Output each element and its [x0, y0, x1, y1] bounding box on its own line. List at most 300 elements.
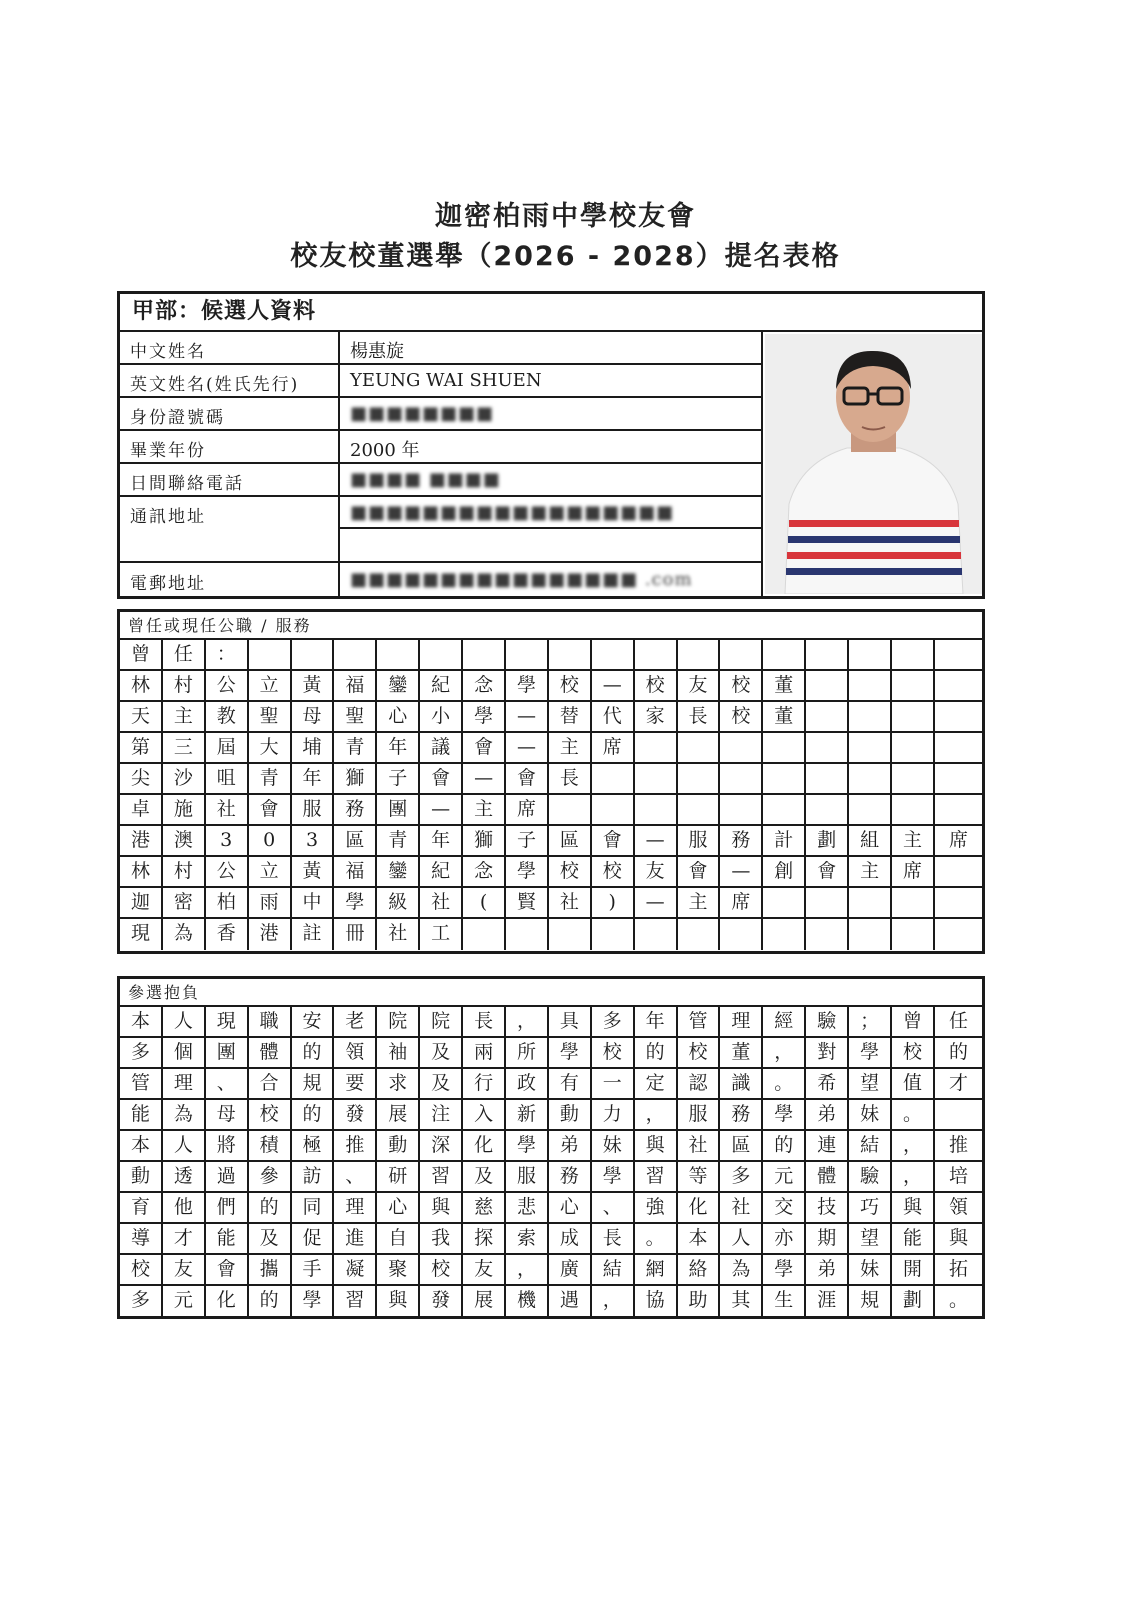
service-char-cell: 社 — [206, 795, 249, 824]
field-value-email[interactable]: ■■■■■■■■■■■■■■■■ .com — [350, 569, 693, 590]
service-char-cell: 村 — [163, 671, 206, 700]
platform-char-cell: 領 — [948, 1196, 968, 1218]
field-value-address[interactable]: ■■■■■■■■■■■■■■■■■■ — [350, 502, 675, 523]
service-char-cell: 公 — [206, 671, 249, 700]
platform-row — [120, 1100, 982, 1131]
service-char-cell: 0 — [249, 826, 292, 855]
field-label: 身份證號碼 — [130, 408, 225, 428]
service-char-cell — [420, 640, 463, 669]
service-char-cell: 計 — [763, 826, 806, 855]
service-char-cell: 服 — [678, 826, 721, 855]
platform-char-cell: 才 — [163, 1224, 206, 1253]
service-char-cell: 席 — [506, 795, 549, 824]
service-char-cell — [806, 640, 849, 669]
service-char-cell — [678, 640, 721, 669]
platform-char-cell: 機 — [506, 1286, 549, 1317]
platform-char-cell: 多 — [120, 1286, 163, 1317]
platform-char-cell: 本 — [120, 1131, 163, 1160]
service-row — [120, 826, 982, 857]
platform-char-cell: 年 — [635, 1007, 678, 1036]
service-char-cell — [935, 888, 982, 917]
service-row — [120, 702, 982, 733]
service-char-cell: 任 — [163, 640, 206, 669]
platform-char-cell: 管 — [120, 1069, 163, 1098]
field-label: 日間聯絡電話 — [130, 474, 244, 494]
service-char-cell: — — [420, 795, 463, 824]
field-row-chinese-name — [120, 332, 761, 365]
platform-char-cell: 結 — [849, 1131, 892, 1160]
platform-char-cell: 與 — [420, 1193, 463, 1222]
service-char-cell: 友 — [678, 671, 721, 700]
service-char-cell — [678, 733, 721, 762]
service-char-cell: 屆 — [206, 733, 249, 762]
platform-char-cell: 校 — [678, 1038, 721, 1067]
platform-char-cell: ， — [592, 1286, 635, 1317]
platform-char-cell: 體 — [249, 1038, 292, 1067]
platform-char-cell: 理 — [334, 1193, 377, 1222]
service-char-cell: 母 — [292, 702, 335, 731]
platform-char-cell: 董 — [720, 1038, 763, 1067]
service-char-cell — [806, 919, 849, 950]
service-char-cell: 區 — [549, 826, 592, 855]
service-char-cell: 子 — [506, 826, 549, 855]
service-char-cell: — — [463, 764, 506, 793]
service-char-cell: 曾 — [120, 640, 163, 669]
service-char-cell: 福 — [334, 857, 377, 886]
service-char-cell: — — [506, 733, 549, 762]
platform-row — [120, 1069, 982, 1100]
service-char-cell — [720, 919, 763, 950]
service-char-cell — [806, 764, 849, 793]
platform-char-cell: 政 — [506, 1069, 549, 1098]
service-row — [120, 733, 982, 764]
service-char-cell: — — [635, 826, 678, 855]
platform-char-cell: 深 — [420, 1131, 463, 1160]
platform-char-cell: 技 — [806, 1193, 849, 1222]
service-char-cell: 青 — [334, 733, 377, 762]
platform-char-cell: 一 — [592, 1069, 635, 1098]
service-char-cell — [849, 733, 892, 762]
service-char-cell — [763, 640, 806, 669]
service-char-cell — [635, 795, 678, 824]
platform-char-cell: 的 — [948, 1041, 968, 1063]
service-char-cell: 密 — [163, 888, 206, 917]
service-char-cell — [763, 795, 806, 824]
platform-char-cell: 其 — [720, 1286, 763, 1317]
platform-char-cell: 及 — [463, 1162, 506, 1191]
service-char-cell: — — [720, 857, 763, 886]
platform-char-cell: 驗 — [806, 1007, 849, 1036]
service-char-cell — [806, 702, 849, 731]
service-char-cell: 席 — [592, 733, 635, 762]
platform-char-cell: 為 — [720, 1255, 763, 1284]
service-row — [120, 919, 982, 950]
platform-char-cell: 本 — [120, 1007, 163, 1036]
platform-row — [120, 1255, 982, 1286]
platform-char-cell: 訪 — [292, 1162, 335, 1191]
field-value-phone[interactable]: ■■■■ ■■■■ — [350, 469, 501, 490]
service-char-cell — [292, 640, 335, 669]
platform-char-cell: 妹 — [592, 1131, 635, 1160]
platform-char-cell: 領 — [334, 1038, 377, 1067]
service-char-cell: 組 — [849, 826, 892, 855]
platform-char-cell: 能 — [206, 1224, 249, 1253]
service-char-cell — [635, 733, 678, 762]
field-row-id-number — [120, 398, 761, 431]
platform-char-cell: 育 — [120, 1193, 163, 1222]
service-char-cell — [849, 764, 892, 793]
field-label: 通訊地址 — [130, 507, 206, 527]
platform-char-cell: 我 — [420, 1224, 463, 1253]
platform-char-cell: 團 — [206, 1038, 249, 1067]
service-char-cell — [377, 640, 420, 669]
service-char-cell: 青 — [377, 826, 420, 855]
service-char-cell: 青 — [249, 764, 292, 793]
service-char-cell: 校 — [592, 857, 635, 886]
service-char-cell: 年 — [420, 826, 463, 855]
service-char-cell: 會 — [249, 795, 292, 824]
platform-char-cell: 展 — [463, 1286, 506, 1317]
service-char-cell — [720, 795, 763, 824]
platform-char-cell: 具 — [549, 1007, 592, 1036]
field-value-english-name[interactable]: YEUNG WAI SHUEN — [350, 370, 542, 391]
service-char-cell: 董 — [763, 702, 806, 731]
service-char-cell: 念 — [463, 857, 506, 886]
platform-char-cell: 安 — [292, 1007, 335, 1036]
service-char-cell — [806, 795, 849, 824]
service-char-cell: 代 — [592, 702, 635, 731]
service-char-cell: 社 — [549, 888, 592, 917]
service-char-cell: 獅 — [463, 826, 506, 855]
field-value-id-number[interactable]: ■■■■■■■■ — [350, 403, 495, 424]
service-char-cell: ： — [206, 640, 249, 669]
candidate-photo — [765, 334, 982, 594]
service-char-cell — [678, 764, 721, 793]
service-char-cell: 黃 — [292, 857, 335, 886]
service-char-cell: 學 — [506, 671, 549, 700]
platform-row — [120, 1007, 982, 1038]
service-char-cell — [763, 764, 806, 793]
service-char-cell: 紀 — [420, 857, 463, 886]
platform-char-cell: 推 — [334, 1131, 377, 1160]
service-char-cell: 學 — [463, 702, 506, 731]
service-char-cell — [334, 640, 377, 669]
platform-char-cell: 將 — [206, 1131, 249, 1160]
platform-char-cell — [935, 1100, 982, 1129]
platform-char-cell: 協 — [635, 1286, 678, 1317]
service-char-cell: 校 — [635, 671, 678, 700]
service-char-cell — [720, 764, 763, 793]
service-char-cell: ) — [592, 888, 635, 917]
field-value-graduation-year[interactable]: 2000 年 — [350, 440, 420, 461]
service-char-cell: 小 — [420, 702, 463, 731]
service-char-cell: 議 — [420, 733, 463, 762]
platform-char-cell: 規 — [849, 1286, 892, 1317]
platform-char-cell: 導 — [120, 1224, 163, 1253]
platform-char-cell: ， — [892, 1162, 935, 1191]
platform-char-cell: 區 — [720, 1131, 763, 1160]
service-char-cell: 念 — [463, 671, 506, 700]
platform-char-cell: 凝 — [334, 1255, 377, 1284]
address-line-divider — [338, 527, 761, 529]
platform-char-cell: 動 — [120, 1162, 163, 1191]
platform-char-cell: 學 — [849, 1038, 892, 1067]
section-heading-part-a: 甲部：候選人資料 — [120, 294, 982, 332]
platform-char-cell: ， — [892, 1131, 935, 1160]
platform-char-cell: 。 — [763, 1069, 806, 1098]
platform-char-cell: 極 — [292, 1131, 335, 1160]
service-char-cell: 3 — [292, 826, 335, 855]
service-char-cell: 林 — [120, 857, 163, 886]
platform-char-cell: 成 — [549, 1224, 592, 1253]
service-char-cell: — — [635, 888, 678, 917]
platform-char-cell: 他 — [163, 1193, 206, 1222]
platform-char-cell: 劃 — [892, 1286, 935, 1317]
platform-char-cell: 絡 — [678, 1255, 721, 1284]
service-char-cell: 公 — [206, 857, 249, 886]
service-char-cell: 會 — [592, 826, 635, 855]
service-char-cell — [892, 919, 935, 950]
platform-char-cell: 弟 — [806, 1100, 849, 1129]
platform-char-cell: 網 — [635, 1255, 678, 1284]
platform-char-cell: 的 — [249, 1193, 292, 1222]
platform-char-cell: 元 — [163, 1286, 206, 1317]
platform-char-cell: 弟 — [806, 1255, 849, 1284]
service-char-cell: 長 — [549, 764, 592, 793]
platform-char-cell: 為 — [163, 1100, 206, 1129]
service-char-cell: 會 — [678, 857, 721, 886]
platform-char-cell: 的 — [292, 1100, 335, 1129]
field-label: 英文姓名(姓氏先行) — [130, 375, 300, 395]
service-char-cell: 立 — [249, 671, 292, 700]
service-char-cell: 獅 — [334, 764, 377, 793]
service-char-cell: 校 — [549, 857, 592, 886]
platform-char-cell: 會 — [206, 1255, 249, 1284]
service-char-cell — [806, 733, 849, 762]
service-char-cell — [763, 919, 806, 950]
service-char-cell: 席 — [948, 829, 968, 851]
service-char-cell: 施 — [163, 795, 206, 824]
platform-char-cell: 合 — [249, 1069, 292, 1098]
service-char-cell — [592, 640, 635, 669]
service-char-cell: 年 — [292, 764, 335, 793]
platform-char-cell: 友 — [463, 1255, 506, 1284]
platform-char-cell: 動 — [549, 1100, 592, 1129]
service-char-cell: 友 — [635, 857, 678, 886]
service-char-cell: 林 — [120, 671, 163, 700]
service-char-cell: — — [506, 702, 549, 731]
service-char-cell: 澳 — [163, 826, 206, 855]
platform-char-cell: 探 — [463, 1224, 506, 1253]
service-char-cell: 子 — [377, 764, 420, 793]
service-char-cell — [463, 919, 506, 950]
service-char-cell — [720, 640, 763, 669]
service-char-cell: — — [592, 671, 635, 700]
service-char-cell: 會 — [420, 764, 463, 793]
service-char-cell: 團 — [377, 795, 420, 824]
service-char-cell: 務 — [720, 826, 763, 855]
platform-char-cell: 行 — [463, 1069, 506, 1098]
platform-char-cell: 們 — [206, 1193, 249, 1222]
service-char-cell — [892, 795, 935, 824]
platform-grid — [120, 1007, 982, 1317]
platform-char-cell: 涯 — [806, 1286, 849, 1317]
field-label: 畢業年份 — [130, 441, 206, 461]
service-char-cell: 學 — [506, 857, 549, 886]
service-char-cell — [935, 702, 982, 731]
platform-char-cell: ， — [506, 1255, 549, 1284]
platform-char-cell: 。 — [892, 1100, 935, 1129]
field-row-graduation-year — [120, 431, 761, 464]
platform-row — [120, 1131, 982, 1162]
service-char-cell: 第 — [120, 733, 163, 762]
platform-char-cell: 推 — [948, 1134, 968, 1156]
platform-char-cell: 兩 — [463, 1038, 506, 1067]
service-char-cell — [849, 671, 892, 700]
platform-row — [120, 1162, 982, 1193]
service-char-cell — [892, 671, 935, 700]
service-char-cell: 務 — [334, 795, 377, 824]
service-char-cell — [935, 640, 982, 669]
service-char-cell — [506, 919, 549, 950]
platform-char-cell: 參 — [249, 1162, 292, 1191]
service-char-cell — [763, 733, 806, 762]
service-char-cell: 聖 — [249, 702, 292, 731]
field-value-chinese-name[interactable]: 楊惠旋 — [350, 341, 404, 362]
platform-char-cell: 職 — [249, 1007, 292, 1036]
service-char-cell: 校 — [720, 702, 763, 731]
platform-char-cell: 連 — [806, 1131, 849, 1160]
platform-char-cell: 曾 — [892, 1007, 935, 1036]
service-char-cell — [806, 671, 849, 700]
platform-char-cell: 能 — [892, 1224, 935, 1253]
service-char-cell: 鑾 — [377, 671, 420, 700]
service-char-cell: 主 — [163, 702, 206, 731]
field-row-address — [120, 497, 761, 563]
platform-char-cell: 體 — [806, 1162, 849, 1191]
platform-char-cell: 及 — [249, 1224, 292, 1253]
platform-char-cell: 等 — [678, 1162, 721, 1191]
platform-char-cell: 友 — [163, 1255, 206, 1284]
service-char-cell: ( — [463, 888, 506, 917]
platform-char-cell: 交 — [763, 1193, 806, 1222]
service-char-cell — [892, 764, 935, 793]
service-char-cell: 社 — [420, 888, 463, 917]
service-char-cell — [935, 733, 982, 762]
platform-char-cell: 動 — [377, 1131, 420, 1160]
platform-char-cell: 務 — [549, 1162, 592, 1191]
platform-char-cell: 社 — [720, 1193, 763, 1222]
platform-row — [120, 1038, 982, 1069]
service-char-cell: 主 — [463, 795, 506, 824]
platform-char-cell: 人 — [720, 1224, 763, 1253]
service-char-cell — [935, 795, 982, 824]
platform-char-cell: 要 — [334, 1069, 377, 1098]
service-char-cell — [935, 671, 982, 700]
platform-char-cell: 開 — [892, 1255, 935, 1284]
platform-char-cell: 妹 — [849, 1255, 892, 1284]
service-char-cell: 為 — [163, 919, 206, 950]
form-title-line1: 迦密柏雨中學校友會 — [435, 201, 696, 232]
platform-char-cell: 有 — [549, 1069, 592, 1098]
platform-char-cell: 元 — [763, 1162, 806, 1191]
platform-char-cell: 與 — [892, 1193, 935, 1222]
field-row-english-name — [120, 365, 761, 398]
platform-row — [120, 1286, 982, 1317]
platform-char-cell: 弟 — [549, 1131, 592, 1160]
platform-char-cell: 值 — [892, 1069, 935, 1098]
service-char-cell — [635, 919, 678, 950]
service-char-cell: 校 — [549, 671, 592, 700]
platform-char-cell: 透 — [163, 1162, 206, 1191]
service-char-cell: 主 — [849, 857, 892, 886]
service-char-cell — [592, 919, 635, 950]
platform-char-cell: 期 — [806, 1224, 849, 1253]
platform-char-cell: 個 — [163, 1038, 206, 1067]
platform-char-cell: 規 — [292, 1069, 335, 1098]
service-char-cell: 鑾 — [377, 857, 420, 886]
service-char-cell: 天 — [120, 702, 163, 731]
platform-char-cell: 校 — [249, 1100, 292, 1129]
platform-char-cell: 所 — [506, 1038, 549, 1067]
platform-char-cell: 老 — [334, 1007, 377, 1036]
service-char-cell — [592, 795, 635, 824]
field-label: 中文姓名 — [130, 342, 206, 362]
service-char-cell — [849, 919, 892, 950]
platform-char-cell: 、 — [334, 1162, 377, 1191]
service-char-cell — [892, 640, 935, 669]
service-char-cell: 劃 — [806, 826, 849, 855]
platform-char-cell: 學 — [763, 1255, 806, 1284]
platform-char-cell: 識 — [720, 1069, 763, 1098]
platform-char-cell: 任 — [948, 1010, 968, 1032]
platform-char-cell: 校 — [120, 1255, 163, 1284]
service-char-cell — [592, 764, 635, 793]
platform-statement-table — [117, 976, 985, 1319]
service-char-cell: 咀 — [206, 764, 249, 793]
platform-char-cell: 發 — [334, 1100, 377, 1129]
service-char-cell: 埔 — [292, 733, 335, 762]
section-heading-platform: 參選抱負 — [120, 979, 982, 1007]
platform-char-cell: 與 — [948, 1227, 968, 1249]
service-char-cell: 心 — [377, 702, 420, 731]
service-char-cell: 三 — [163, 733, 206, 762]
service-char-cell — [892, 888, 935, 917]
service-char-cell: 服 — [292, 795, 335, 824]
service-char-cell — [935, 857, 982, 886]
platform-char-cell: 望 — [849, 1069, 892, 1098]
service-char-cell: 香 — [206, 919, 249, 950]
service-char-cell: 替 — [549, 702, 592, 731]
service-char-cell — [849, 795, 892, 824]
service-char-cell: 賢 — [506, 888, 549, 917]
platform-char-cell: 多 — [720, 1162, 763, 1191]
platform-char-cell: 新 — [506, 1100, 549, 1129]
platform-char-cell: 培 — [948, 1165, 968, 1187]
service-char-cell: 區 — [334, 826, 377, 855]
platform-char-cell: 長 — [592, 1224, 635, 1253]
service-row — [120, 888, 982, 919]
service-char-cell: 卓 — [120, 795, 163, 824]
service-char-cell: 註 — [292, 919, 335, 950]
platform-char-cell: 促 — [292, 1224, 335, 1253]
platform-row — [120, 1224, 982, 1255]
service-row — [120, 857, 982, 888]
platform-char-cell: 悲 — [506, 1193, 549, 1222]
platform-char-cell: 長 — [463, 1007, 506, 1036]
platform-char-cell: ， — [506, 1007, 549, 1036]
platform-char-cell: 驗 — [849, 1162, 892, 1191]
